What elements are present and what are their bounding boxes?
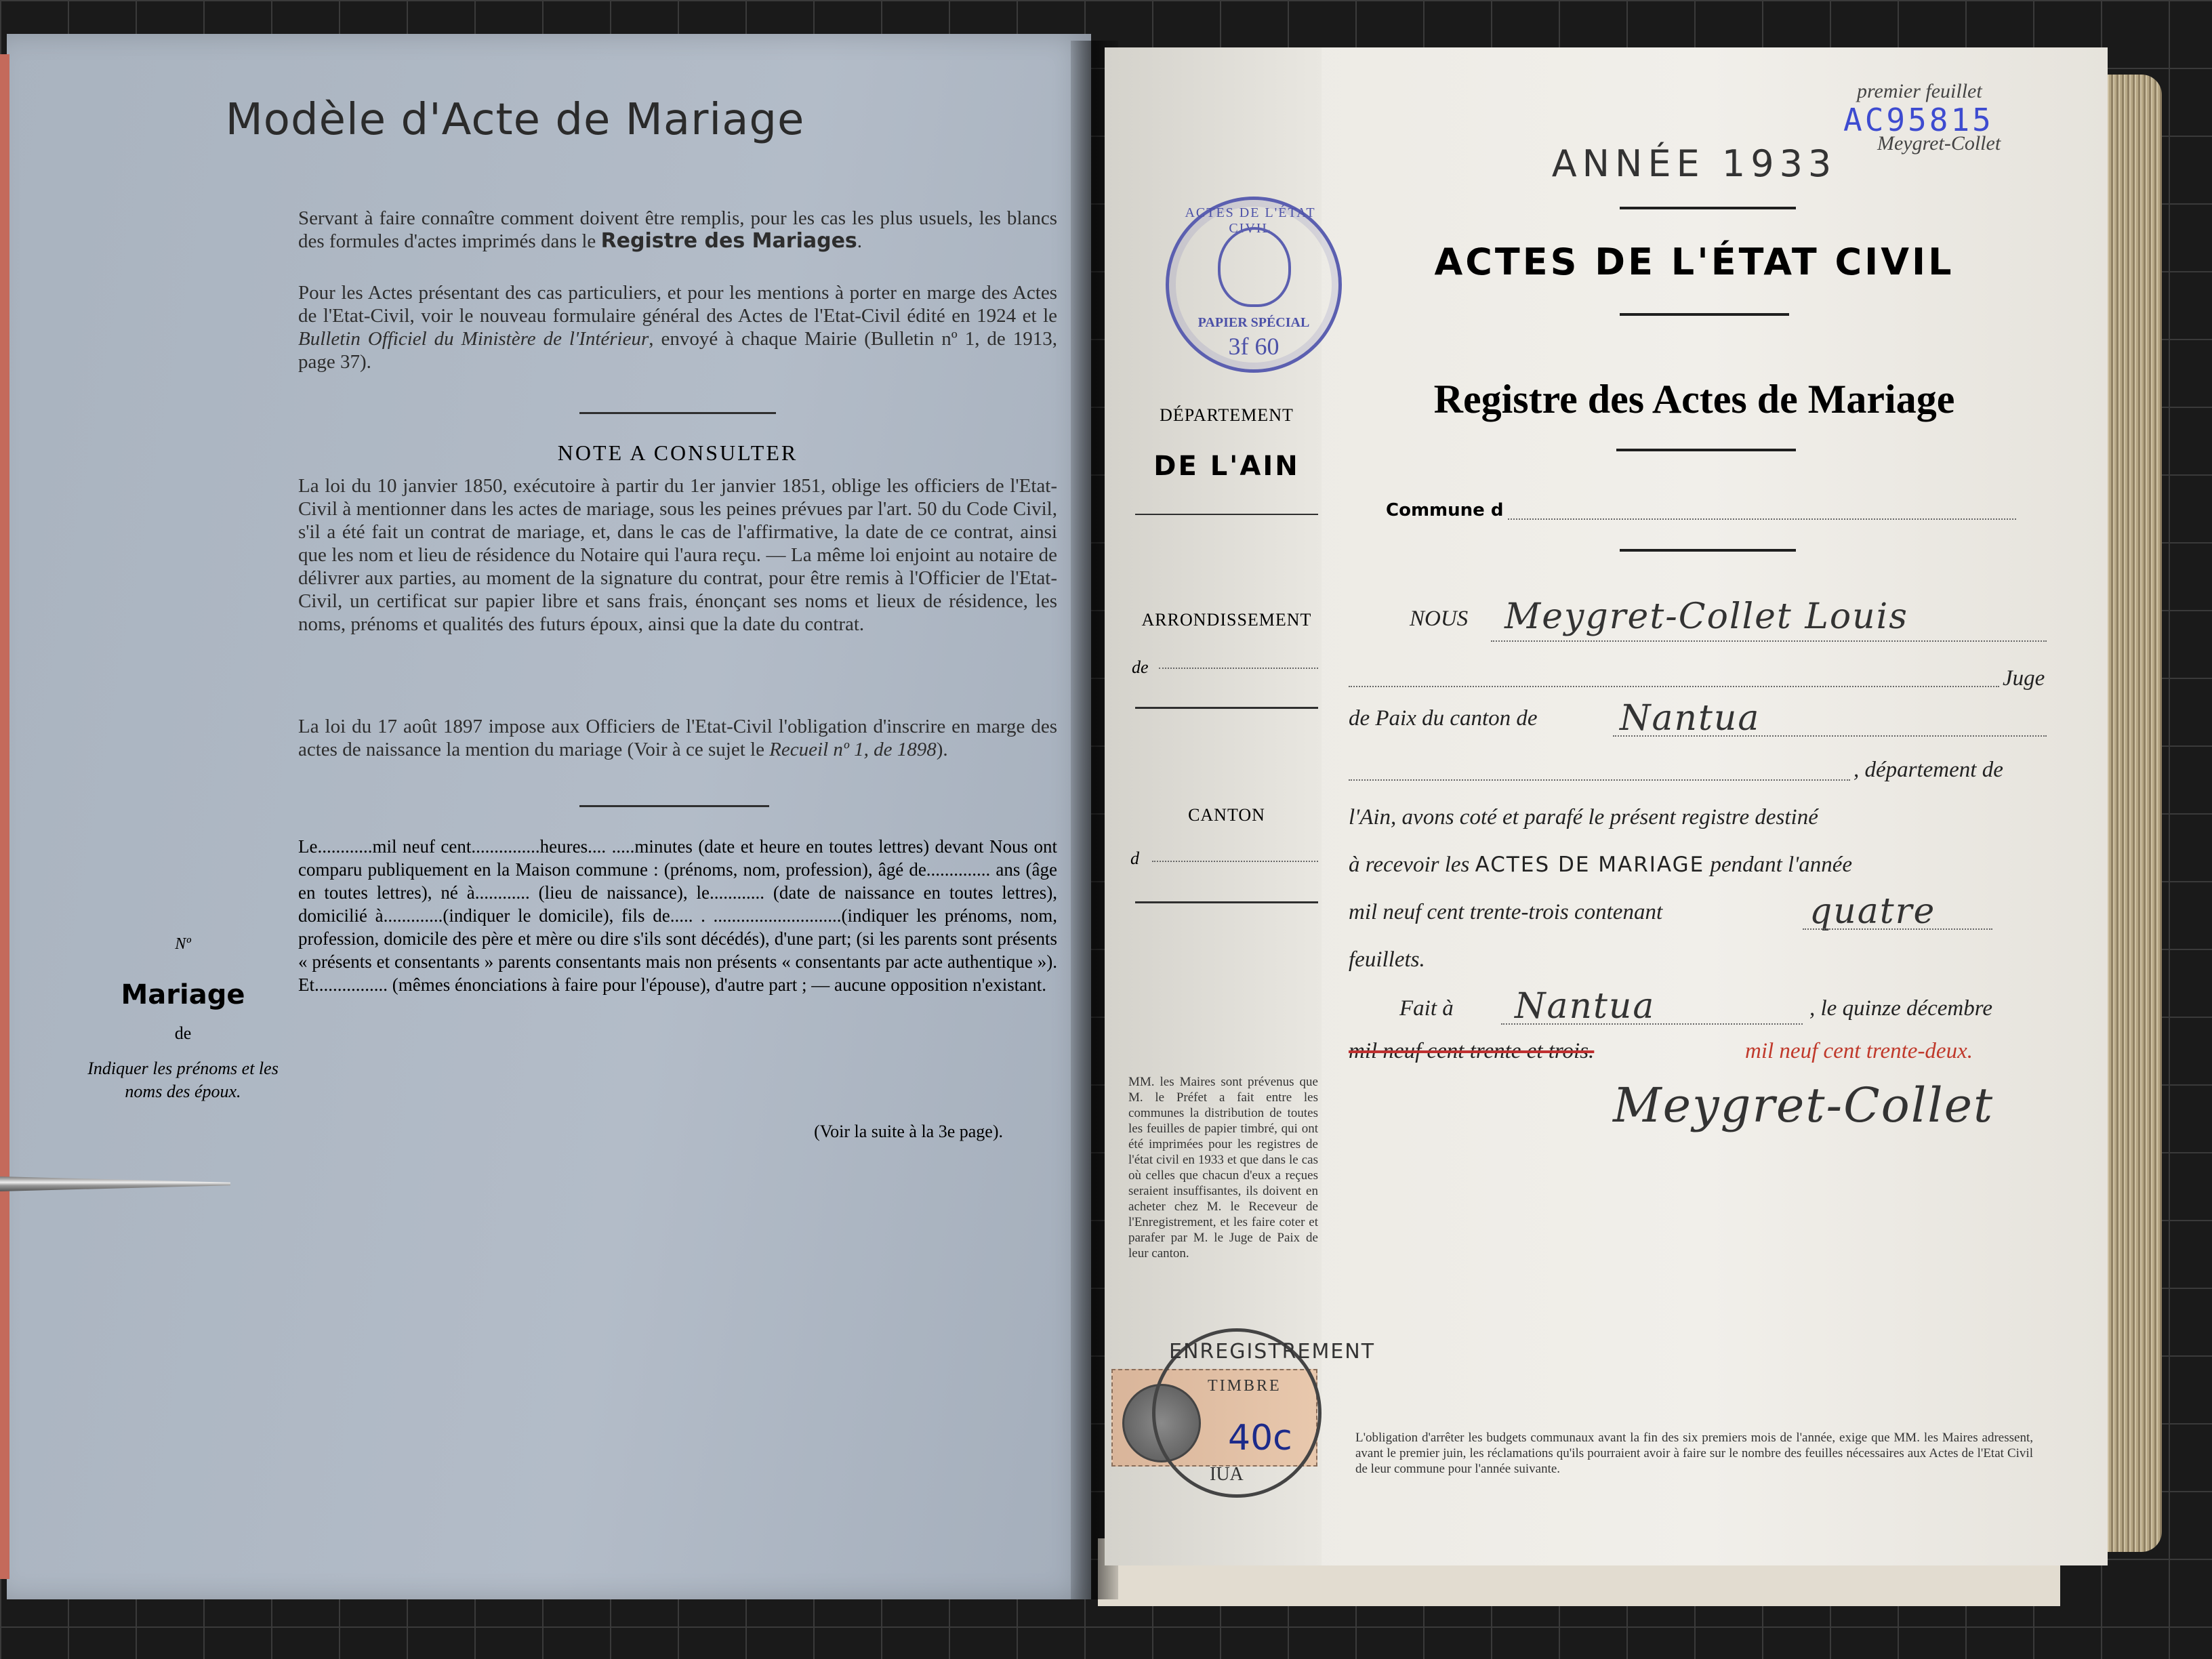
enregistrement-cancellation-stamp bbox=[1152, 1328, 1376, 1498]
canton-field bbox=[1152, 861, 1318, 862]
text-line-2-a: à recevoir les bbox=[1349, 853, 1470, 877]
cancel-bottom-text: IUA bbox=[1210, 1464, 1244, 1485]
nous-label: NOUS bbox=[1410, 607, 1469, 631]
margin-instruction: Indiquer les prénoms et les noms des époux. bbox=[87, 1059, 279, 1101]
handwritten-note-1: premier feuillet bbox=[1857, 80, 1982, 102]
stamp-paper-label: PAPIER SPÉCIAL bbox=[1197, 315, 1310, 330]
text-line-2-c: pendant l'année bbox=[1710, 853, 1853, 877]
year-heading: ANNÉE 1933 bbox=[1551, 142, 1837, 185]
cancel-top-text: ENREGISTREMENT bbox=[1169, 1340, 1376, 1364]
intro-paragraph-1 bbox=[298, 207, 1057, 253]
stamp-number: AC95815 bbox=[1843, 102, 1994, 138]
note2-italic: Recueil nº 1, de 1898 bbox=[769, 739, 937, 760]
arrondissement-de: de bbox=[1132, 657, 1149, 677]
note-heading: NOTE A CONSULTER bbox=[557, 441, 798, 465]
canton-handwritten: Nantua bbox=[1620, 698, 1761, 739]
suite-note: (Voir la suite à la 3e page). bbox=[814, 1122, 1003, 1141]
canton-d: d bbox=[1130, 848, 1139, 868]
paix-field bbox=[1613, 735, 2047, 737]
red-page-edge bbox=[0, 54, 9, 1579]
date-text: , le quinze décembre bbox=[1809, 996, 1993, 1021]
text-line-2-b: ACTES DE MARIAGE bbox=[1475, 853, 1705, 877]
handwritten-note-2: Meygret-Collet bbox=[1877, 132, 2001, 155]
fait-field bbox=[1501, 1023, 1803, 1025]
rule-under-registre bbox=[1616, 449, 1796, 451]
departement-name: DE L'AIN bbox=[1153, 451, 1300, 482]
intro2-text-a: Pour les Actes présentant des cas particuliers, et pour les mentions à porter en marge des Actes de l'Etat-Civil, voir le nouveau formulaire général des Actes de l'Etat-Civil édité en 1924 et le bbox=[298, 282, 1057, 327]
commune-field bbox=[1508, 518, 2016, 520]
intro-text-a: Servant à faire connaître comment doivent être remplis, pour les cas les plus usuels, les blancs des formules d'actes imprimés dans le bbox=[298, 207, 1057, 252]
intro2-text-c: , envoyé à chaque Mairie (Bulletin nº 1, de 1913, page 37). bbox=[298, 328, 1057, 373]
note-paragraph-2 bbox=[298, 715, 1057, 761]
stamp-ring-text: ACTES DE L'ÉTAT CIVIL bbox=[1185, 205, 1316, 236]
form-model-text: Le............mil neuf cent...............heures.... .....minutes (date et heure en toutes lettres) devant Nous ont comparu publiquement en la Maison commune : (prénoms, nom, profession), âgé de.............. ans (âge en toutes lettres), né à............ (lieu de naissance), le............ (date de naissance en toutes lettres), domicilié à.............(indiquer le domicile), fils de..... . ............................(indiquer les prénoms, nom, profession, domicile des père et mère ou dire s'ils sont décédés), d'une part; (si les parents sont présents « présents et consentants » parents consentants mais non présents « consentants par acte authentique »). Et................ (mêmes énonciations à faire pour l'épouse), d'autre part ; — aucune opposition n'existant. bbox=[298, 836, 1057, 995]
actes-heading: ACTES DE L'ÉTAT CIVIL bbox=[1434, 241, 1954, 283]
departement-de-text: , département de bbox=[1853, 758, 2003, 782]
text-line-1: l'Ain, avons coté et parafé le présent registre destiné bbox=[1349, 805, 1818, 830]
bottom-notice: L'obligation d'arrêter les budgets communaux avant la fin des six premiers mois de l'année, exige que MM. les Maires adressent, avant le premier juin, les réclamations qu'ils pourraient avoir à faire sur le nombre des feuilles nécessaires aux Actes de l'Etat Civil de leur commune pour l'année suivante. bbox=[1355, 1431, 2033, 1476]
note2-text-a: La loi du 17 août 1897 impose aux Officiers de l'Etat-Civil l'obligation d'inscrire en marge des actes de naissance la mention du mariage (Voir à ce sujet le bbox=[298, 716, 1057, 760]
left-page-title: Modèle d'Acte de Mariage bbox=[225, 95, 805, 145]
timbre-price: 40c bbox=[1228, 1418, 1292, 1458]
rule-under-year bbox=[1620, 207, 1796, 209]
text-line-3: mil neuf cent trente-trois contenant bbox=[1349, 900, 1663, 924]
dept-blank-field bbox=[1349, 779, 1850, 781]
dept-rule bbox=[1135, 514, 1318, 515]
arrondissement-label: ARRONDISSEMENT bbox=[1141, 610, 1312, 630]
arrondissement-rule bbox=[1135, 707, 1318, 709]
text-line-4: feuillets. bbox=[1349, 947, 1425, 972]
fait-label: Fait à bbox=[1399, 996, 1454, 1021]
left-page bbox=[7, 34, 1091, 1599]
intro-text-c: . bbox=[857, 230, 863, 252]
canton-rule bbox=[1135, 901, 1318, 903]
fait-place-handwritten: Nantua bbox=[1515, 986, 1656, 1027]
nous-field-2 bbox=[1349, 686, 1999, 687]
struck-year: mil neuf cent trente et trois. bbox=[1349, 1039, 1595, 1063]
arrondissement-field bbox=[1159, 668, 1318, 669]
nous-field bbox=[1491, 640, 2047, 642]
marianne-icon bbox=[1218, 227, 1291, 307]
judge-signature: Meygret-Collet bbox=[1613, 1078, 1994, 1133]
canton-label: CANTON bbox=[1188, 805, 1265, 825]
departement-label: DÉPARTEMENT bbox=[1160, 405, 1294, 425]
juge-label: Juge bbox=[2003, 666, 2045, 691]
feuillets-field bbox=[1803, 928, 1992, 930]
corrected-year: mil neuf cent trente-deux. bbox=[1745, 1039, 1973, 1063]
paix-label: de Paix du canton de bbox=[1349, 706, 1538, 731]
divider-1 bbox=[579, 412, 776, 414]
margin-de: de bbox=[174, 1023, 192, 1043]
intro-bold-registre: Registre des Mariages bbox=[600, 229, 857, 253]
commune-label: Commune d bbox=[1386, 500, 1504, 520]
registre-heading: Registre des Actes de Mariage bbox=[1433, 377, 1955, 422]
intro2-italic: Bulletin Officiel du Ministère de l'Intérieur bbox=[298, 328, 649, 350]
margin-number: Nº bbox=[175, 935, 191, 953]
margin-mariage: Mariage bbox=[121, 979, 245, 1010]
civil-status-stamp bbox=[1166, 197, 1342, 373]
divider-2 bbox=[579, 805, 769, 807]
judge-name-handwritten: Meygret-Collet Louis bbox=[1504, 596, 1908, 637]
note2-text-c: ). bbox=[936, 739, 948, 760]
intro-paragraph-2 bbox=[298, 281, 1057, 373]
margin-notice: MM. les Maires sont prévenus que M. le Préfet a fait entre les communes la distribution de toutes les feuilles de papier timbré, qui ont été imprimées pour les registres de l'état civil en 1933 et que dans le cas où celles que chacun d'eux a reçues seraient insuffisantes, ils doivent en acheter chez M. le Receveur de l'Enregistrement, et les faire coter et parafer par M. le Juge de Paix de leur canton. bbox=[1128, 1075, 1318, 1261]
stamp-price: 3f 60 bbox=[1228, 333, 1279, 360]
note-paragraph-1: La loi du 10 janvier 1850, exécutoire à partir du 1er janvier 1851, oblige les officiers de l'Etat-Civil à mentionner dans les actes de mariage, sous les peines prévues par l'art. 50 du Code Civil, s'il a été fait un contrat de mariage, et, dans le cas de l'affirmative, la date de ce contrat, ainsi que les nom et lieu de résidence du Notaire qui l'aura reçu. — La même loi enjoint au notaire de délivrer aux parties, au moment de la signature du contrat, pour être remis à l'Officier de l'Etat-Civil, un certificat sur papier libre et sans frais, énonçant ses noms et lieux de résidence, les noms, prénoms et qualités des futurs époux, ainsi que la date du contrat. bbox=[298, 475, 1057, 635]
rule-under-commune bbox=[1620, 549, 1796, 552]
text-line-2 bbox=[1349, 853, 1852, 878]
feuillets-count-handwritten: quatre bbox=[1809, 891, 1936, 932]
timbre-label: TIMBRE bbox=[1208, 1377, 1282, 1395]
rule-under-actes bbox=[1620, 313, 1789, 316]
